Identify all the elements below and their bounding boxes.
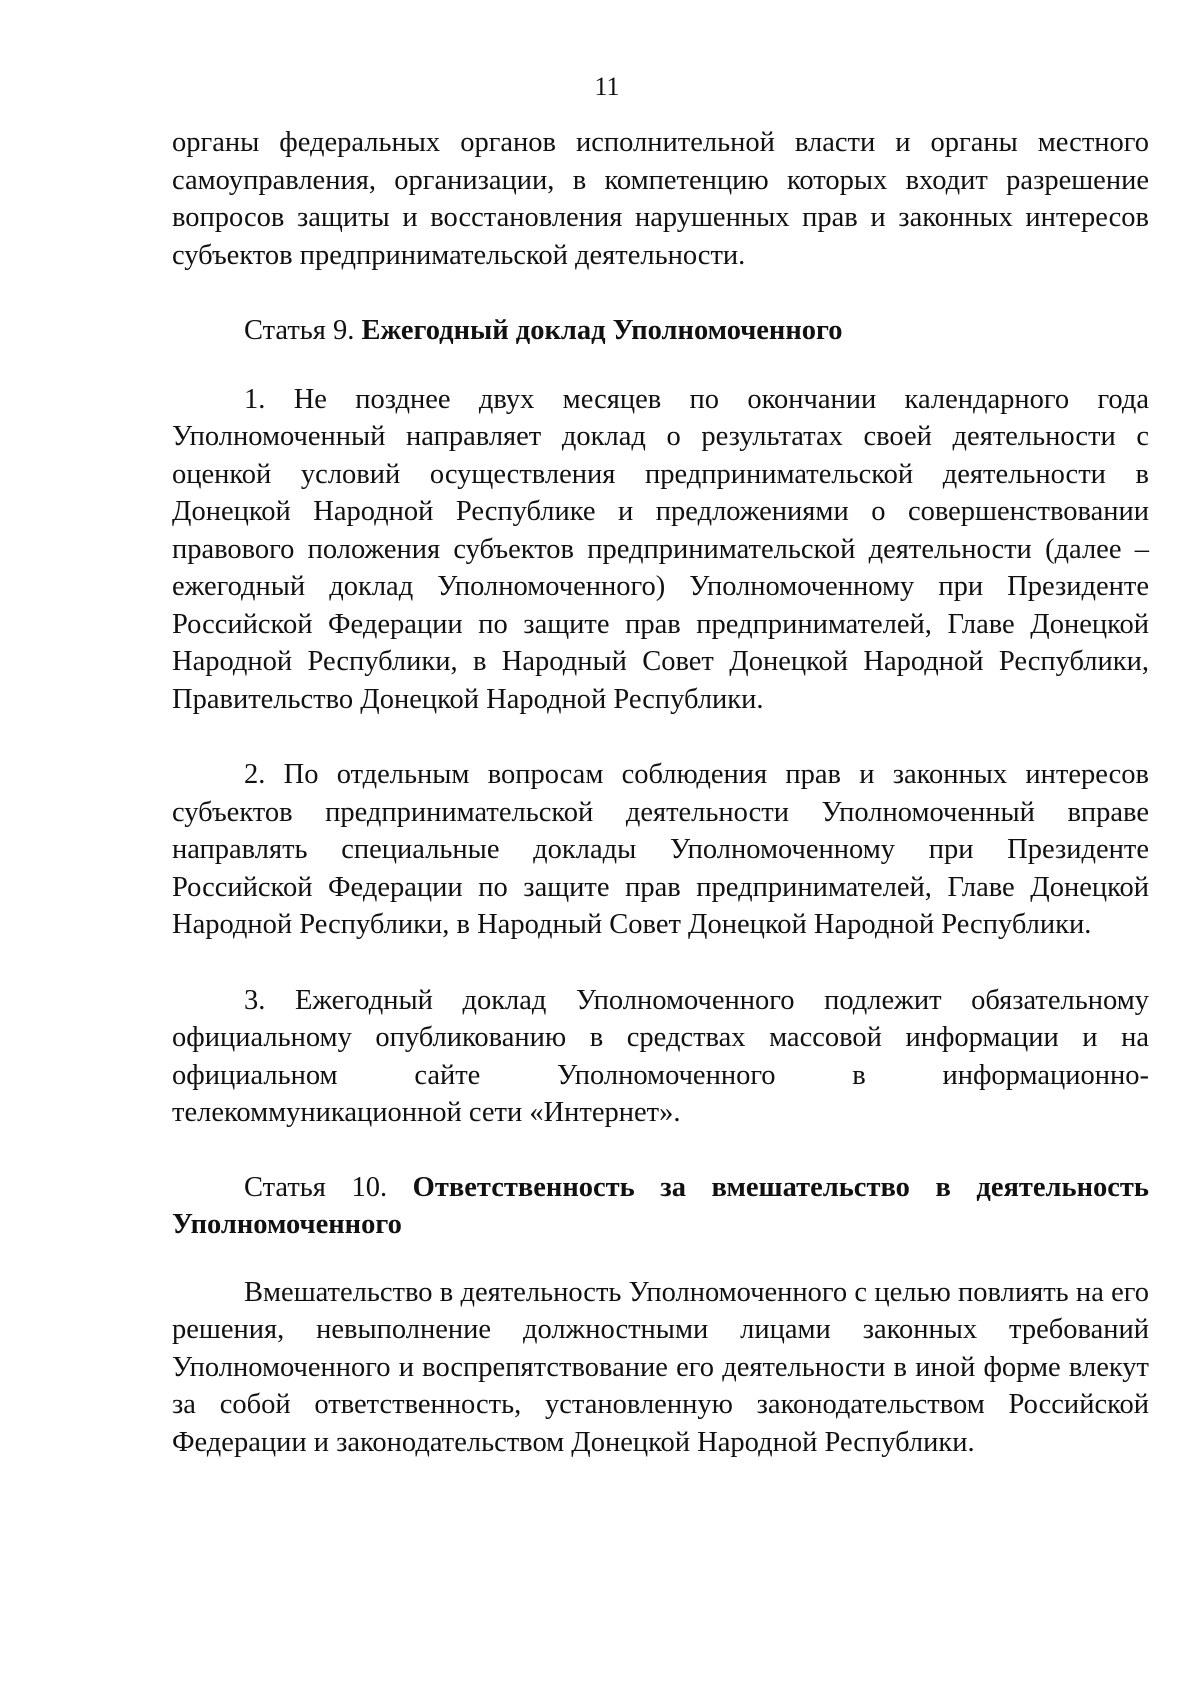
- article-9-item-3: 3. Ежегодный доклад Уполномоченного подлежит обязательному официальному опубликованию в средствах массовой информации и на официальном сайте Уполномоченного в информационно-телекоммуникационной сети «Интернет».: [172, 984, 1149, 1128]
- intro-paragraph: органы федеральных органов исполнительной власти и органы местного самоуправления, организации, в компетенцию которых входит разрешение вопросов защиты и восстановления нарушенных прав и законных интересов субъектов предпринимательской деятельности.: [172, 127, 1149, 271]
- article-9-title: Ежегодный доклад Уполномоченного: [361, 315, 843, 346]
- article-10-title: Ответственность за вмешательство в деятельность Уполномоченного: [172, 1171, 1149, 1240]
- document-body: [172, 124, 1149, 1461]
- article-10-heading: [172, 1169, 1149, 1244]
- article-9-item-2: 2. По отдельным вопросам соблюдения прав и законных интересов субъектов предпринимательской деятельности Уполномоченный вправе направлять специальные доклады Уполномоченному при Президенте Российской Федерации по защите прав предпринимателей, Главе Донецкой Народной Республики, в Народный Совет Донецкой Народной Республики.: [172, 759, 1149, 940]
- article-9-item-1: 1. Не позднее двух месяцев по окончании календарного года Уполномоченный направляет доклад о результатах своей деятельности с оценкой условий осуществления предпринимательской деятельности в Донецкой Народной Республике и предложениями о совершенствовании правового положения субъектов предпринимательской деятельности (далее – ежегодный доклад Уполномоченного) Уполномоченному при Президенте Российской Федерации по защите прав предпринимателей, Главе Донецкой Народной Республики, в Народный Совет Донецкой Народной Республики, Правительство Донецкой Народной Республики.: [172, 383, 1149, 715]
- article-10-label: Статья 10.: [244, 1171, 388, 1203]
- page-number: 11: [594, 72, 620, 101]
- article-10-text: Вмешательство в деятельность Уполномоченного с целью повлиять на его решения, невыполнение должностными лицами законных требований Уполномоченного и воспрепятствование его деятельности в иной форме влекут за собой ответственность, установленную законодательством Российской Федерации и законодательством Донецкой Народной Республики.: [172, 1276, 1149, 1458]
- article-9-label: Статья 9.: [244, 315, 355, 346]
- article-9-heading: [172, 312, 1149, 350]
